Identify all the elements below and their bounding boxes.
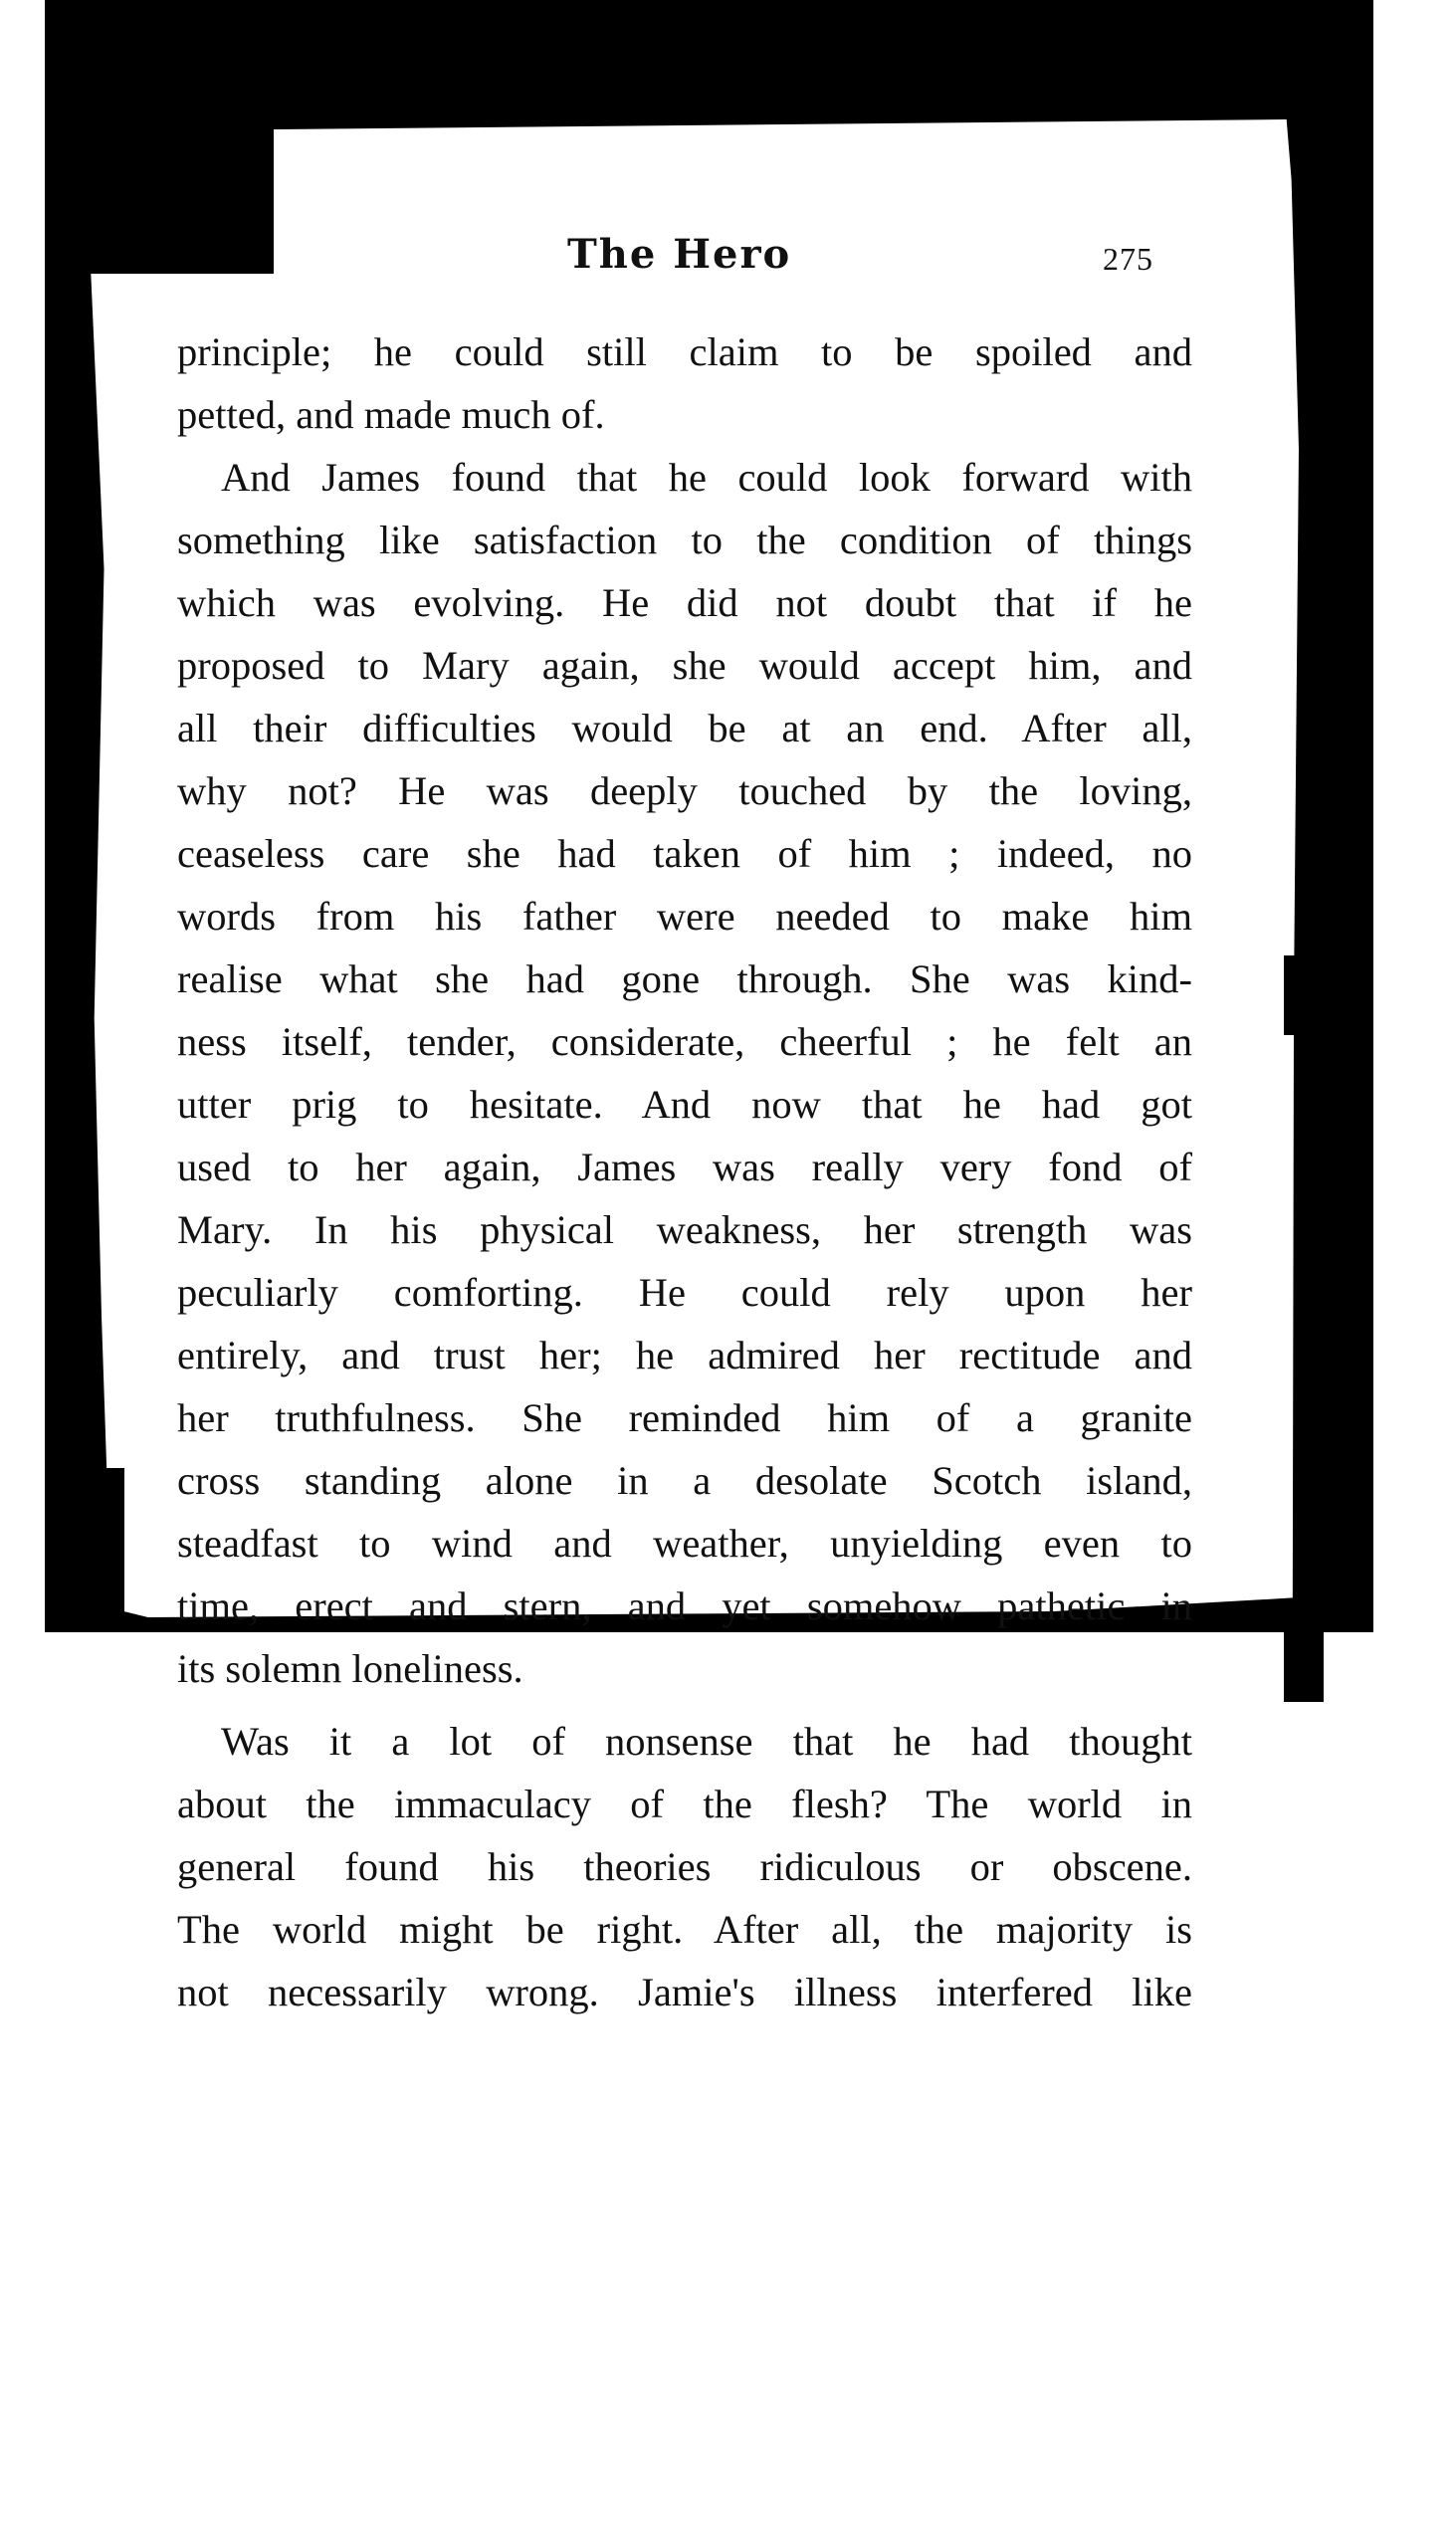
text-line: steadfast to wind and weather, unyielding even to — [177, 1521, 1192, 1566]
text-line: proposed to Mary again, she would accept him, and — [177, 643, 1192, 688]
text-line: about the immaculacy of the flesh? The world in — [177, 1782, 1192, 1826]
scan-artifact — [1284, 955, 1329, 1035]
text-line: words from his father were needed to make him — [177, 894, 1192, 939]
text-line: Was it a lot of nonsense that he had thought — [221, 1719, 1192, 1764]
text-line: utter prig to hesitate. And now that he had got — [177, 1082, 1192, 1127]
text-line: time, erect and stern, and yet somehow pathetic in — [177, 1583, 1192, 1628]
text-line: ceaseless care she had taken of him ; indeed, no — [177, 831, 1192, 876]
paragraph-block — [177, 320, 1192, 1700]
text-line: cross standing alone in a desolate Scotch island, — [177, 1458, 1192, 1503]
scan-artifact — [1284, 1622, 1324, 1702]
text-line: why not? He was deeply touched by the loving, — [177, 768, 1192, 813]
page-number: 275 — [1103, 241, 1153, 277]
scan-artifact — [45, 129, 274, 274]
text-line: general found his theories ridiculous or obscene. — [177, 1844, 1192, 1889]
paragraph-block — [177, 1710, 1192, 2023]
text-line: something like satisfaction to the condition of things — [177, 518, 1192, 562]
text-line: its solemn loneliness. — [177, 1646, 523, 1691]
text-line: ness itself, tender, considerate, cheerful ; he felt an — [177, 1019, 1192, 1064]
text-line: The world might be right. After all, the majority is — [177, 1907, 1192, 1952]
text-line: Mary. In his physical weakness, her strength was — [177, 1207, 1192, 1252]
running-head: The Hero — [567, 231, 792, 278]
text-line: all their difficulties would be at an end. After all, — [177, 706, 1192, 750]
text-line: used to her again, James was really very fond of — [177, 1145, 1192, 1189]
text-line: realise what she had gone through. She was kind- — [177, 956, 1192, 1001]
scan-artifact — [45, 1468, 124, 1627]
text-line: petted, and made much of. — [177, 392, 605, 437]
text-line: her truthfulness. She reminded him of a granite — [177, 1395, 1192, 1440]
text-line: And James found that he could look forward with — [221, 455, 1192, 500]
text-line: not necessarily wrong. Jamie's illness interfered like — [177, 1970, 1192, 2014]
text-line: which was evolving. He did not doubt that if he — [177, 580, 1192, 625]
text-line: peculiarly comforting. He could rely upon her — [177, 1270, 1192, 1315]
text-line: entirely, and trust her; he admired her rectitude and — [177, 1333, 1192, 1377]
text-line: principle; he could still claim to be spoiled and — [177, 329, 1192, 374]
